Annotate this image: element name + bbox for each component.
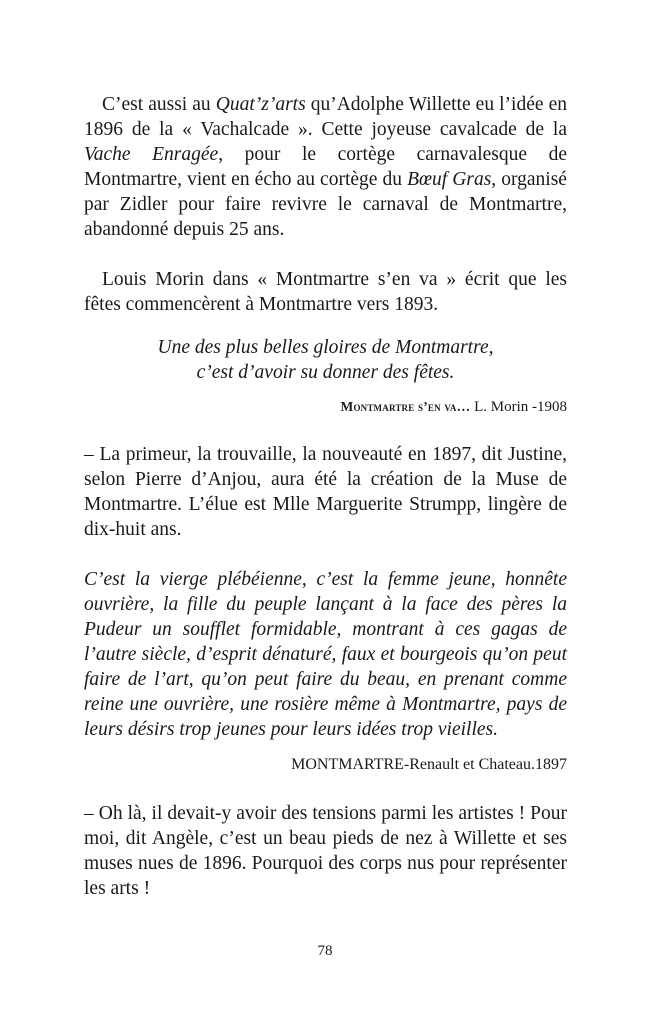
paragraph-angele: – Oh là, il devait-y avoir des tensions parmi les artistes ! Pour moi, dit Angèle, c’est un beau pieds de nez à Willette et ses muses nues de 1896. Pourquoi des corps nus pour représenter les arts ! [84,803,567,899]
paragraph-text: Louis Morin dans « Montmartre s’en va » écrit que les fêtes commencèrent à Montmartre vers 1893. [84,269,567,315]
italic-title-vache-enragee: Vache Enragée [84,144,219,165]
quote-text: C’est la vierge plébéienne, c’est la femme jeune, honnête ouvrière, la fille du peuple lançant à la face des pères la Pudeur un soufflet formidable, montrant à ces gagas de l’autre siècle, d’esprit dénaturé, faux et bourgeois qu’on peut faire de l’art, qu’on peut faire du beau, en prenant comme reine une ouvrière, une rosière même à Montmartre, pays de leurs désirs trop jeunes pour leurs idées trop vieilles. [84,569,567,740]
paragraph-text: , pour le cortège carnavalesque de Montmartre, vient en écho au cortège du [84,144,567,190]
quote-morin-attribution [84,397,567,417]
attribution-author: L. Morin -1908 [470,399,567,415]
page-number: 78 [317,943,333,959]
paragraph-text: , organisé par Zidler pour faire revivre le carnaval de Montmartre, abandonné depuis 25 ans. [84,169,567,240]
paragraph-muse-de-montmartre: – La primeur, la trouvaille, la nouveauté en 1897, dit Justine, selon Pierre d’Anjou, aura été la création de la Muse de Montmartre. L’élue est Mlle Marguerite Strumpp, lingère de dix-huit ans. [84,444,567,540]
paragraph-louis-morin [84,267,567,317]
quote-morin-line-2: c’est d’avoir su donner des fêtes. [196,362,455,383]
page-body [84,92,567,901]
paragraph-text: C’est aussi au [102,94,216,115]
quote-vierge-attribution: MONTMARTRE-Renault et Chateau.1897 [291,756,567,773]
paragraph-vachalcade [84,92,567,242]
italic-title-boeuf-gras: Bœuf Gras [407,169,492,190]
italic-title-quatzarts: Quat’z’arts [215,94,306,115]
quote-vierge-plebeienne [84,567,567,742]
paragraph-text: qu’Adolphe Willette eu l’idée en 1896 de la « Vachalcade ». Cette joyeuse cavalcade de la [84,94,567,140]
attribution-title: Montmartre s’en va… [340,399,471,414]
quote-morin-line-1: Une des plus belles gloires de Montmartre, [157,337,494,358]
